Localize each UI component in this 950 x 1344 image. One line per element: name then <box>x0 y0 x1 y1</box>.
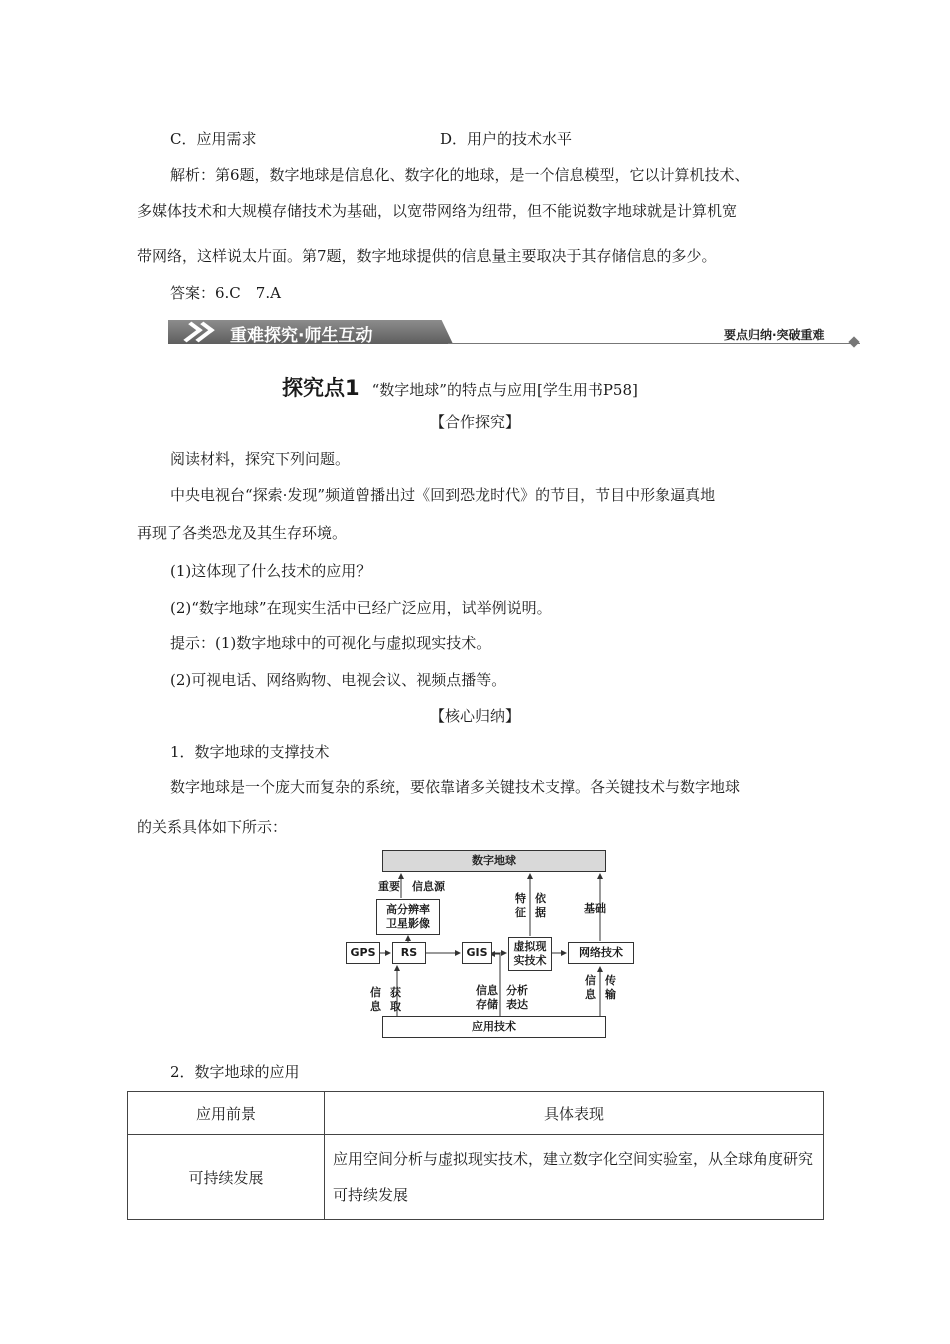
label-foundation: 基础 <box>584 902 606 915</box>
coop-question-1: (1)这体现了什么技术的应用？ <box>170 562 372 580</box>
option-d: D．用户的技术水平 <box>440 130 573 148</box>
label-info-2: 信息 <box>585 974 596 1001</box>
analysis-line-1: 解析：第6题，数字地球是信息化、数字化的地球，是一个信息模型，它以计算机技术、 <box>170 166 750 184</box>
coop-material-1: 中央电视台“探索·发现”频道曾播出过《回到恐龙时代》的节目，节目中形象逼真地 <box>170 486 716 504</box>
network-tech-box: 网络技术 <box>568 942 634 964</box>
label-info-store: 信息存储 <box>476 984 498 1011</box>
coop-hint-1: 提示：(1)数字地球中的可视化与虚拟现实技术。 <box>170 634 492 652</box>
coop-material-2: 再现了各类恐龙及其生存环境。 <box>137 524 348 542</box>
support-tech-diagram <box>340 844 640 1044</box>
label-important: 重要 <box>378 880 400 893</box>
application-table <box>127 1091 824 1220</box>
label-analysis: 分析表达 <box>506 984 528 1011</box>
analysis-line-2: 多媒体技术和大规模存储技术为基础，以宽带网络为纽带，但不能说数字地球就是计算机宽 <box>137 202 738 220</box>
table-cell-scene: 可持续发展 <box>128 1135 325 1220</box>
satellite-imagery-box: 高分辨率卫星影像 <box>376 899 440 935</box>
banner-rule <box>448 343 860 344</box>
banner-title: 重难探究·师生互动 <box>230 326 373 346</box>
vr-box: 虚拟现实技术 <box>508 937 552 971</box>
core-heading: 【核心归纳】 <box>429 707 520 725</box>
option-c: C．应用需求 <box>170 130 257 148</box>
core-section-1-line-1: 数字地球是一个庞大而复杂的系统，要依靠诸多关键技术支撑。各关键技术与数字地球 <box>170 778 741 796</box>
label-info-1: 信息 <box>370 986 381 1013</box>
table-header-row <box>128 1092 824 1135</box>
coop-question-2: (2)“数字地球”在现实生活中已经广泛应用，试举例说明。 <box>170 599 552 617</box>
coop-hint-2: (2)可视电话、网络购物、电视会议、视频点播等。 <box>170 671 507 689</box>
answer-line: 答案：6.C 7.A <box>170 284 281 302</box>
label-basis: 依据 <box>535 892 546 919</box>
label-info-source: 信息源 <box>412 880 445 893</box>
section-banner <box>168 318 868 348</box>
table-header-scene: 应用前景 <box>128 1092 325 1135</box>
core-section-1-line-2: 的关系具体如下所示： <box>137 818 288 836</box>
table-row <box>128 1135 824 1220</box>
banner-right-text: 要点归纳·突破重难 <box>724 328 825 342</box>
label-acquire: 获取 <box>390 986 401 1013</box>
diamond-icon <box>848 336 859 347</box>
analysis-line-3: 带网络，这样说太片面。第7题，数字地球提供的信息量主要取决于其存储信息的多少。 <box>137 247 717 265</box>
table-cell-detail: 应用空间分析与虚拟现实技术，建立数字化空间实验室，从全球角度研究可持续发展 <box>325 1135 824 1220</box>
key-point-subtitle: “数字地球”的特点与应用[学生用书P58] <box>371 381 638 399</box>
coop-intro: 阅读材料，探究下列问题。 <box>170 450 351 468</box>
application-tech-box: 应用技术 <box>382 1016 606 1038</box>
rs-box: RS <box>392 942 426 964</box>
label-transmit: 传输 <box>605 974 616 1001</box>
label-feature: 特征 <box>515 892 526 919</box>
core-section-2-title: 2．数字地球的应用 <box>170 1063 300 1081</box>
gis-box: GIS <box>462 942 492 964</box>
gps-box: GPS <box>346 942 380 964</box>
coop-heading: 【合作探究】 <box>429 413 520 431</box>
table-header-detail: 具体表现 <box>325 1092 824 1135</box>
digital-earth-box: 数字地球 <box>382 850 606 872</box>
key-point-heading <box>282 372 638 402</box>
key-point-label: 探究点1 <box>282 376 360 400</box>
core-section-1-title: 1．数字地球的支撑技术 <box>170 743 330 761</box>
